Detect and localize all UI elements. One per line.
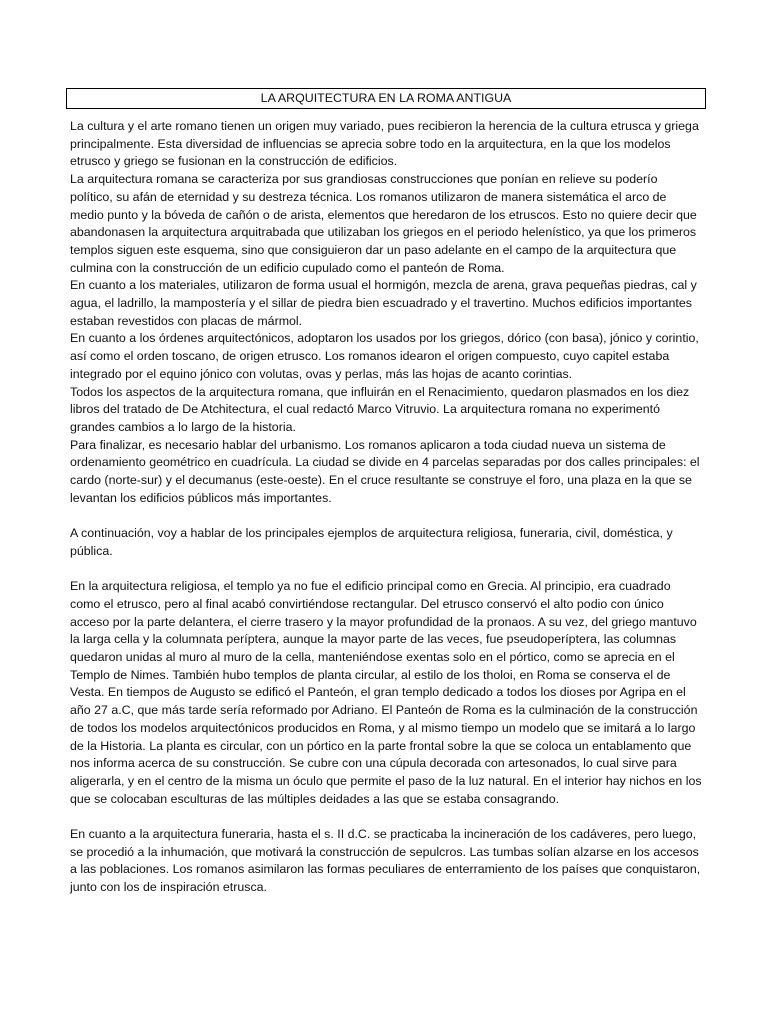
paragraph-urbanism: Para finalizar, es necesario hablar del urbanismo. Los romanos aplicaron a toda ciudad nueva un sistema de ordenamiento geométrico en cuadrícula. La ciudad se divide en 4 parcelas separadas por dos calles principales: el cardo (norte-sur) y el decumanus (este-oeste). En el cruce resultante se construye el foro, una plaza en la que se levantan los edificios públicos más importantes.: [70, 437, 700, 505]
document-body: [66, 118, 706, 897]
paragraph-characteristics: La arquitectura romana se caracteriza por sus grandiosas construcciones que ponían en relieve su poderío político, su afán de eternidad y su destreza técnica. Los romanos utilizaron de manera sistemática el arco de medio punto y la bóveda de cañón o de arista, elementos que heredaron de los etruscos. Esto no quiere decir que abandonasen la arquitectura arquitrabada que utilizaban los griegos en el periodo helenístico, ya que los primeros templos siguen este esquema, sino que consiguieron dar un paso adelante en el campo de la arquitectura que culmina con la construcción de un edificio cupulado como el panteón de Roma.: [70, 172, 697, 275]
paragraph-vitruvius: Todos los aspectos de la arquitectura romana, que influirán en el Renacimiento, quedaron plasmados en los diez libros del tratado de De Atchitectura, el cual redactó Marco Vitruvio. La arquitectura romana no experimentó grandes cambios a lo largo de la historia.: [70, 384, 690, 434]
paragraph-materials: En cuanto a los materiales, utilizaron de forma usual el hormigón, mezcla de arena, grava pequeñas piedras, cal y agua, el ladrillo, la mampostería y el sillar de piedra bien escuadrado y el travertino. Muchos edificios importantes estaban revestidos con placas de mármol.: [70, 278, 697, 328]
paragraph-intro-examples: A continuación, voy a hablar de los principales ejemplos de arquitectura religiosa, funeraria, civil, doméstica, y pública.: [70, 526, 673, 558]
paragraph-religious: En la arquitectura religiosa, el templo ya no fue el edificio principal como en Grecia. Al principio, era cuadrado como el etrusco, pero al final acabó convirtiéndose rectangular. Del etrusco conservó el alto podio con único acceso por la parte delantera, el cierre trasero y la mayor profundidad de la pronaos. A su vez, del griego mantuvo la larga cella y la columnata períptera, aunque la mayor parte de las veces, fue pseudoperíptera, las columnas quedaron unidas al muro al muro de la cella, manteniéndose exentas solo en el pórtico, como se aprecia en el Templo de Nimes. También hubo templos de planta circular, al estilo de los tholoi, en Roma se conserva el de Vesta. En tiempos de Augusto se edificó el Panteón, el gran templo dedicado a todos los dioses por Agripa en el año 27 a.C, que más tarde sería reformado por Adriano. El Panteón de Roma es la culminación de la construcción de todos los modelos arquitectónicos producidos en Roma, y al mismo tiempo un modelo que se imitará a lo largo de la Historia. La planta es circular, con un pórtico en la parte frontal sobre la que se coloca un entablamento que nos informa acerca de su construcción. Se cubre con una cúpula decorada con artesonados, lo cual sirve para aligerarla, y en el centro de la misma un óculo que permite el paso de la luz natural. En el interior hay nichos en los que se colocaban esculturas de las múltiples deidades a las que se estaba consagrando.: [70, 579, 702, 806]
paragraph-spacer: [70, 561, 702, 579]
paragraph-spacer: [70, 507, 702, 525]
paragraph-origins: La cultura y el arte romano tienen un origen muy variado, pues recibieron la herencia de la cultura etrusca y griega principalmente. Esta diversidad de influencias se aprecia sobre todo en la arquitectura, en la que los modelos etrusco y griego se fusionan en la construcción de edificios.: [70, 119, 699, 169]
paragraph-spacer: [70, 808, 702, 826]
document-title: LA ARQUITECTURA EN LA ROMA ANTIGUA: [66, 88, 706, 109]
document-page: [66, 88, 706, 897]
paragraph-orders: En cuanto a los órdenes arquitectónicos, adoptaron los usados por los griegos, dórico (con basa), jónico y corintio, así como el orden toscano, de origen etrusco. Los romanos idearon el origen compuesto, cuyo capitel estaba integrado por el equino jónico con volutas, ovas y perlas, más las hojas de acanto corintias.: [70, 331, 699, 381]
paragraph-funerary: En cuanto a la arquitectura funeraria, hasta el s. II d.C. se practicaba la incineración de los cadáveres, pero luego, se procedió a la inhumación, que motivará la construcción de sepulcros. Las tumbas solían alzarse en los accesos a las poblaciones. Los romanos asimilaron las formas peculiares de enterramiento de los países que conquistaron, junto con los de inspiración etrusca.: [70, 827, 701, 895]
